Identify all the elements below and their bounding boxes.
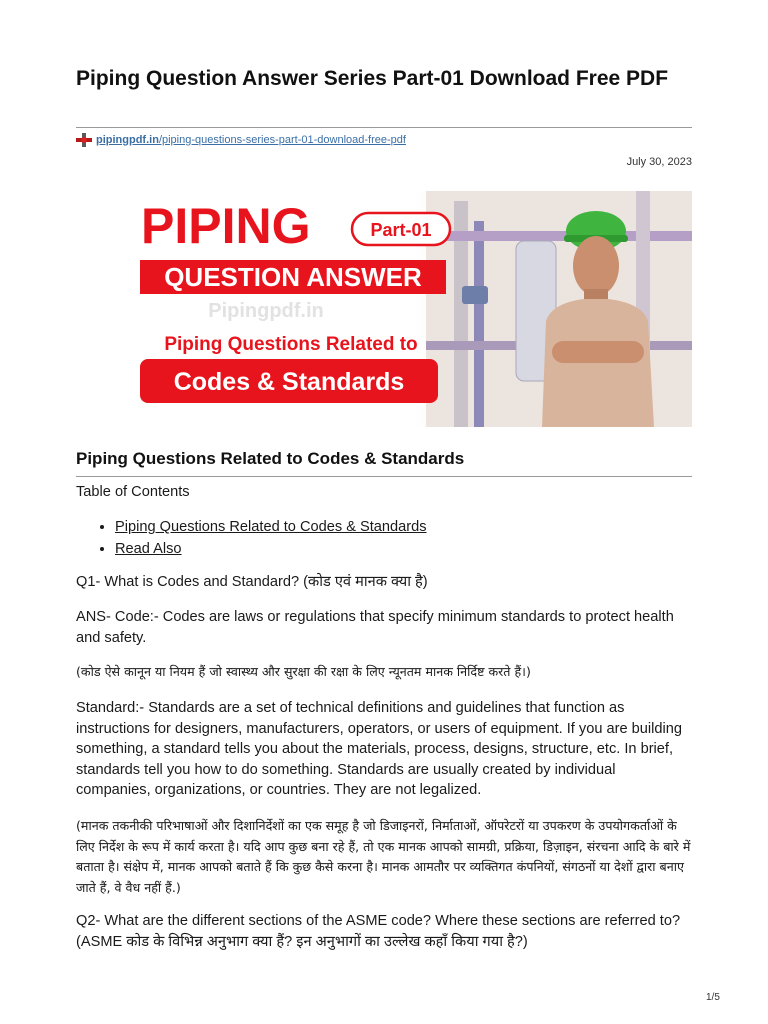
toc-label: Table of Contents [76, 484, 190, 500]
site-favicon-icon [76, 133, 92, 147]
section-divider [76, 476, 692, 477]
toc-link-codes-standards[interactable]: Piping Questions Related to Codes & Standards [115, 519, 427, 535]
source-domain: pipingpdf.in [96, 134, 159, 146]
title-divider [76, 127, 692, 128]
hero-valve [462, 286, 488, 304]
toc-link-read-also[interactable]: Read Also [115, 540, 182, 557]
answer-standard: Standard:- Standards are a set of technical definitions and guidelines that function as instructions for designers, manufacturers, operators, or users of equipment. If you are building something, a standard tells you about the materials, process, designs, structure, etc. In brief, standards tell you how to do something. Standards are usually created by individual companies, organizations, or countries. They are not legalized. [76, 700, 682, 798]
source-path: /piping-questions-series-part-01-download-free-pdf [158, 134, 406, 146]
hero-cta: Codes & Standards [173, 368, 405, 396]
hero-pipe-horizontal-1 [426, 231, 692, 241]
hero-headline: PIPING [141, 198, 311, 254]
answer-code: ANS- Code:- Codes are laws or regulations that specify minimum standards to protect health and safety. [76, 609, 674, 646]
toc-item [115, 517, 427, 539]
answer-code-hindi: (कोड ऐसे कानून या नियम हैं जो स्वास्थ्य और सुरक्षा की रक्षा के लिए न्यूनतम मानक निर्दिष्ट करते हैं।) [76, 664, 531, 679]
worker-arms [552, 341, 644, 363]
publish-date: July 30, 2023 [626, 156, 692, 168]
hero-banner: QUESTION ANSWER [164, 262, 422, 292]
toc-item [115, 539, 427, 561]
worker-face [573, 236, 619, 296]
hero-pipe-vertical-2 [474, 221, 484, 427]
question-2: Q2- What are the different sections of the ASME code? Where these sections are referred to? (ASME कोड के विभिन्न अनुभाग क्या हैं? इन अनुभागों का उल्लेख कहाँ किया गया है?) [76, 913, 681, 950]
page-title: Piping Question Answer Series Part-01 Download Free PDF [76, 67, 669, 90]
table-of-contents [96, 517, 427, 560]
hero-illustration [76, 191, 692, 427]
source-line [76, 133, 406, 147]
hero-watermark: Pipingpdf.in [208, 300, 324, 322]
source-domain-link[interactable] [96, 134, 406, 146]
answer-standard-hindi: (मानक तकनीकी परिभाषाओं और दिशानिर्देशों का एक समूह है जो डिजाइनरों, निर्माताओं, ऑपरेटरों या उपकरण के उपयोगकर्ताओं के लिए निर्देश के रूप में कार्य करता है। यदि आप कुछ बना रहे हैं, तो एक मानक आपको सामग्री, प्रक्रिया, डिज़ाइन, संरचना आदि के बारे में बताता है। संक्षेप में, मानक आपको बताते हैं कि कुछ कैसे करना है। मानक आमतौर पर व्यक्तिगत कंपनियों, संगठनों या देशों द्वारा बनाए जाते हैं, वे वैध नहीं हैं.) [76, 818, 691, 895]
hero-badge: Part-01 [370, 220, 432, 240]
hero-banner-image [76, 191, 692, 427]
page-number: 1/5 [706, 992, 720, 1003]
section-heading: Piping Questions Related to Codes & Standards [76, 449, 465, 468]
question-1: Q1- What is Codes and Standard? (कोड एवं मानक क्या है) [76, 574, 428, 590]
hero-subtitle: Piping Questions Related to [164, 334, 418, 355]
